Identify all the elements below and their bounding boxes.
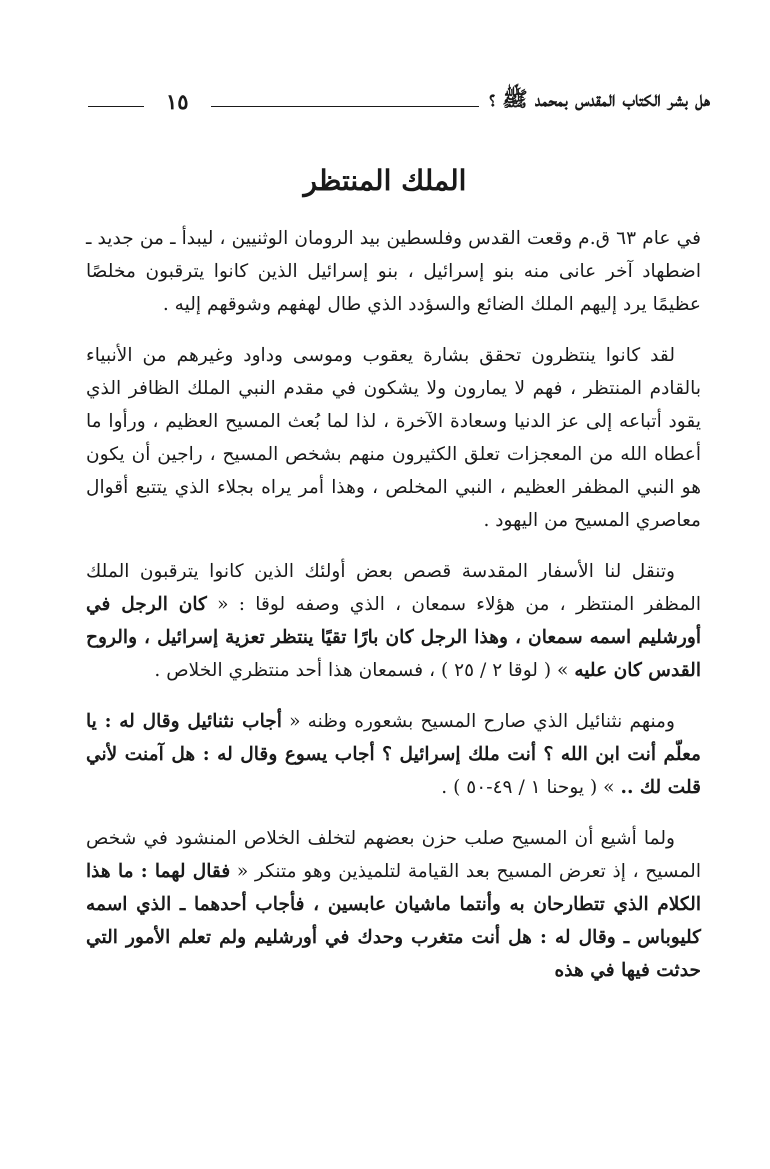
page-number: ١٥ — [166, 88, 189, 114]
body-text — [86, 222, 701, 1005]
header-rule-short — [88, 106, 144, 107]
paragraph-5-quote: فقال لهما : ما هذا الكلام الذي تتطارحان به وأنتما ماشيان عابسين ، فأجاب أحدهما ـ الذي اسمه كليوباس ـ وقال له : هل أنت متغرب وحدك في أورشليم ولم تعلم الأمور التي حدثت فيها في هذه — [86, 861, 701, 981]
header-title: هل بشر الكتاب المقدس بمحمد ﷺ ؟ — [489, 85, 710, 111]
paragraph-3-citation: » ( لوقا ٢ / ٢٥ ) ، فسمعان هذا أحد منتظري الخلاص . — [154, 660, 575, 681]
paragraph-3-quote: كان الرجل في أورشليم اسمه سمعان ، وهذا الرجل كان بارًا تقيًا ينتظر تعزية إسرائيل ، والروح القدس كان عليه — [86, 594, 701, 681]
paragraph-2: لقد كانوا ينتظرون تحقق بشارة يعقوب وموسى وداود وغيرهم من الأنبياء بالقادم المنتظر ، فهم لا يمارون ولا يشكون في مقدم النبي الملك الظافر الذي يقود أتباعه إلى عز الدنيا وسعادة الآخرة ، لذا لما بُعث المسيح العظيم ، ورأوا ما أعطاه الله من المعجزات تعلق الكثيرون منهم بشخص المسيح ، راجين أن يكون هو النبي المظفر العظيم ، النبي المخلص ، وهذا أمر يراه بجلاء الذي يتتبع أقوال معاصري المسيح من اليهود . — [86, 345, 701, 531]
paragraph-5 — [86, 822, 701, 987]
paragraph-4 — [86, 705, 701, 804]
paragraph-4-citation: » ( يوحنا ١ / ٤٩-٥٠ ) . — [441, 777, 621, 798]
paragraph-4-text: ومنهم نثنائيل الذي صارح المسيح بشعوره وظنه « — [281, 711, 675, 732]
paragraph-5-text: ولما أشيع أن المسيح صلب حزن بعضهم لتخلف الخلاص المنشود في شخص المسيح ، إذ تعرض المسيح بعد القيامة لتلميذين وهو متنكر « — [86, 828, 701, 882]
running-header — [88, 84, 710, 118]
paragraph-3 — [86, 555, 701, 687]
paragraph-1: في عام ٦٣ ق.م وقعت القدس وفلسطين بيد الرومان الوثنيين ، ليبدأ ـ من جديد ـ اضطهاد آخر عانى منه بنو إسرائيل ، بنو إسرائيل الذين كانوا يترقبون مخلصًا عظيمًا يرد إليهم الملك الضائع والسؤدد الذي طال لهفهم وشوقهم إليه . — [86, 228, 701, 315]
paragraph-4-quote: أجاب نثنائيل وقال له : يا معلّم أنت ابن الله ؟ أنت ملك إسرائيل ؟ أجاب يسوع وقال له : هل آمنت لأني قلت لك .. — [86, 711, 701, 798]
paragraph-3-text: وتنقل لنا الأسفار المقدسة قصص بعض أولئك الذين كانوا يترقبون الملك المظفر المنتظر ، من هؤلاء سمعان ، الذي وصفه لوقا : « — [86, 561, 702, 615]
header-rule-long — [211, 106, 480, 107]
chapter-title: الملك المنتظر — [303, 164, 467, 197]
